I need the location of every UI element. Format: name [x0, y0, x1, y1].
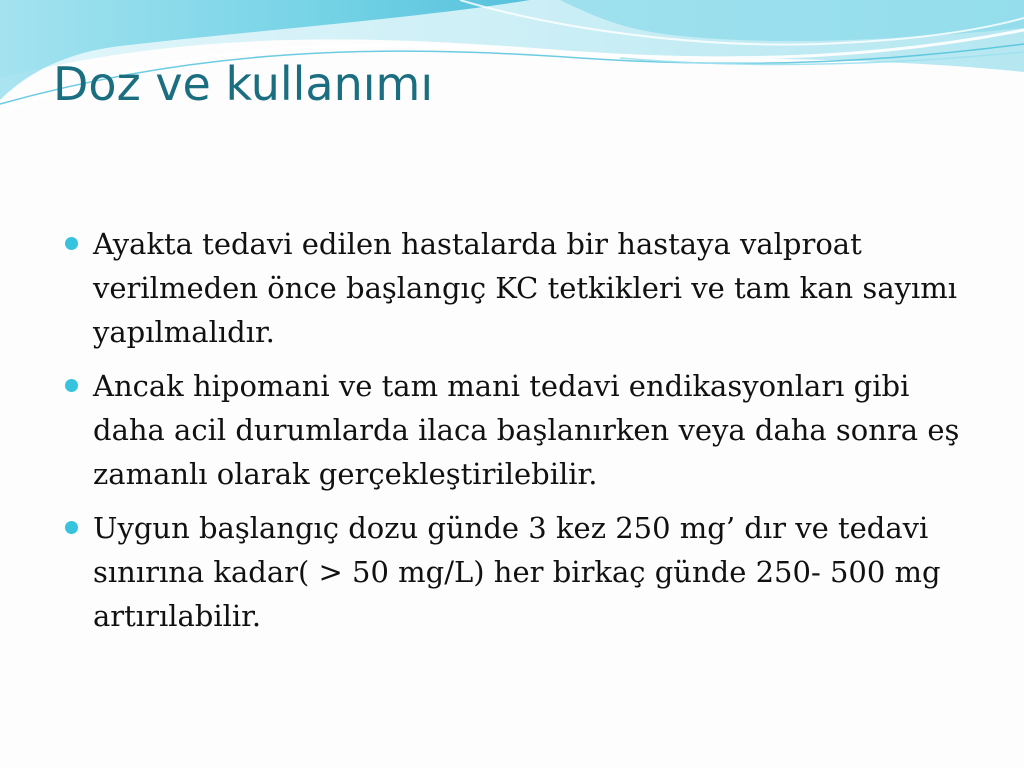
- bullet-dot-icon: [65, 237, 78, 250]
- bullet-text: Uygun başlangıç dozu günde 3 kez 250 mg’ dır ve tedavi sınırına kadar( > 50 mg/L) her birkaç günde 250- 500 mg artırılabilir.: [93, 511, 941, 633]
- bullet-item: [93, 364, 973, 496]
- slide-title: Doz ve kullanımı: [53, 57, 434, 111]
- bullet-item: [93, 222, 973, 354]
- bullet-dot-icon: [65, 379, 78, 392]
- bullet-text: Ancak hipomani ve tam mani tedavi endikasyonları gibi daha acil durumlarda ilaca başlanırken veya daha sonra eş zamanlı olarak gerçekleştirilebilir.: [93, 369, 960, 491]
- bullet-list: [93, 222, 973, 648]
- bullet-text: Ayakta tedavi edilen hastalarda bir hastaya valproat verilmeden önce başlangıç KC tetkikleri ve tam kan sayımı yapılmalıdır.: [93, 227, 958, 349]
- bullet-dot-icon: [65, 521, 78, 534]
- bullet-item: [93, 506, 973, 638]
